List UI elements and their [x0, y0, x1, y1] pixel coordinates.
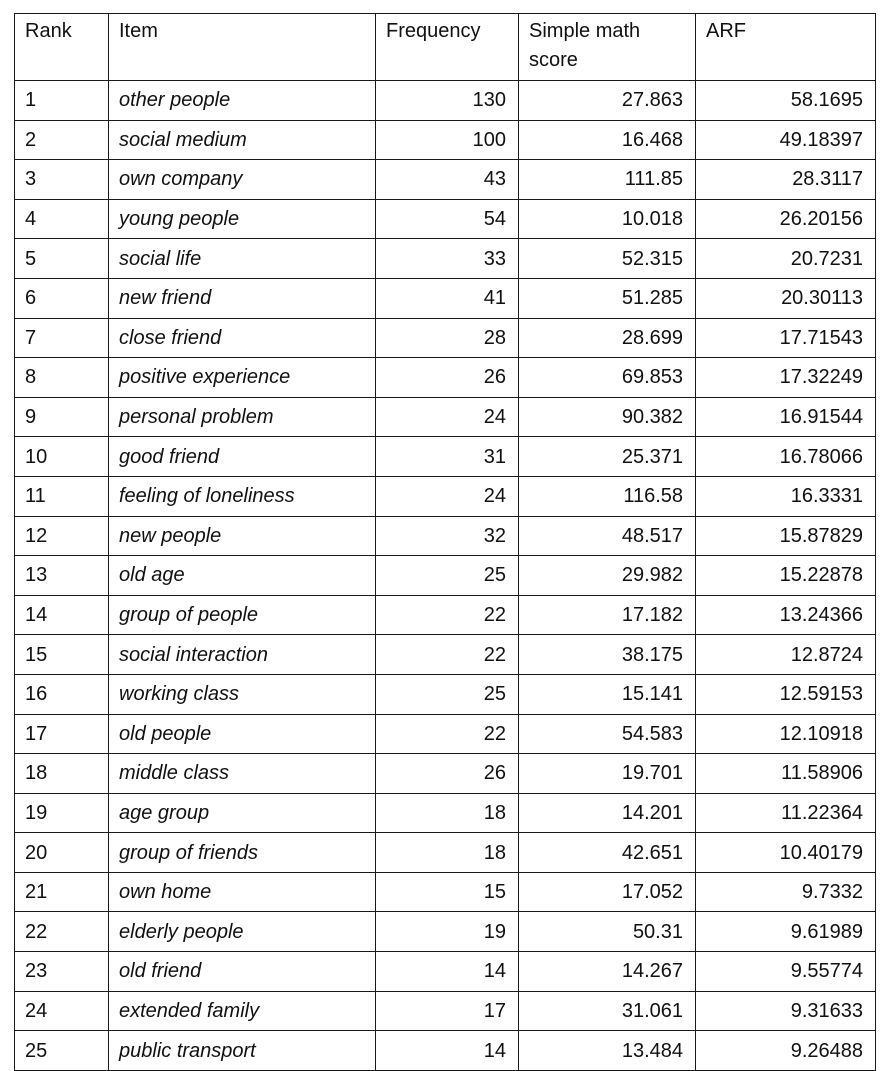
- cell-frequency: 41: [376, 278, 519, 318]
- header-item: Item: [109, 14, 376, 81]
- table-row: [15, 278, 876, 318]
- cell-frequency: 130: [376, 81, 519, 121]
- cell-simple-math-score: 90.382: [519, 397, 696, 437]
- cell-arf: 11.22364: [696, 793, 876, 833]
- cell-item: age group: [109, 793, 376, 833]
- table-row: [15, 952, 876, 992]
- table-row: [15, 1031, 876, 1071]
- ranking-table: [14, 13, 876, 1071]
- cell-arf: 15.87829: [696, 516, 876, 556]
- table-row: [15, 635, 876, 675]
- cell-rank: 16: [15, 674, 109, 714]
- cell-item: social interaction: [109, 635, 376, 675]
- cell-simple-math-score: 19.701: [519, 754, 696, 794]
- cell-rank: 15: [15, 635, 109, 675]
- table-row: [15, 199, 876, 239]
- cell-arf: 12.10918: [696, 714, 876, 754]
- table-row: [15, 595, 876, 635]
- cell-arf: 11.58906: [696, 754, 876, 794]
- cell-frequency: 26: [376, 754, 519, 794]
- cell-simple-math-score: 50.31: [519, 912, 696, 952]
- cell-rank: 18: [15, 754, 109, 794]
- table-row: [15, 476, 876, 516]
- cell-frequency: 17: [376, 991, 519, 1031]
- cell-rank: 17: [15, 714, 109, 754]
- table-row: [15, 318, 876, 358]
- table-body: [15, 81, 876, 1071]
- cell-arf: 12.59153: [696, 674, 876, 714]
- cell-frequency: 43: [376, 160, 519, 200]
- cell-rank: 14: [15, 595, 109, 635]
- cell-arf: 16.78066: [696, 437, 876, 477]
- cell-rank: 8: [15, 358, 109, 398]
- cell-frequency: 18: [376, 833, 519, 873]
- cell-frequency: 54: [376, 199, 519, 239]
- cell-item: social life: [109, 239, 376, 279]
- cell-arf: 16.3331: [696, 476, 876, 516]
- cell-rank: 25: [15, 1031, 109, 1071]
- cell-simple-math-score: 28.699: [519, 318, 696, 358]
- cell-arf: 9.31633: [696, 991, 876, 1031]
- header-arf: ARF: [696, 14, 876, 81]
- cell-item: young people: [109, 199, 376, 239]
- cell-arf: 12.8724: [696, 635, 876, 675]
- cell-rank: 4: [15, 199, 109, 239]
- cell-arf: 16.91544: [696, 397, 876, 437]
- cell-item: elderly people: [109, 912, 376, 952]
- cell-simple-math-score: 111.85: [519, 160, 696, 200]
- table-row: [15, 714, 876, 754]
- cell-item: social medium: [109, 120, 376, 160]
- cell-item: group of friends: [109, 833, 376, 873]
- cell-frequency: 22: [376, 714, 519, 754]
- cell-frequency: 31: [376, 437, 519, 477]
- cell-item: group of people: [109, 595, 376, 635]
- cell-rank: 1: [15, 81, 109, 121]
- cell-rank: 9: [15, 397, 109, 437]
- cell-simple-math-score: 16.468: [519, 120, 696, 160]
- cell-rank: 24: [15, 991, 109, 1031]
- table-row: [15, 358, 876, 398]
- cell-simple-math-score: 116.58: [519, 476, 696, 516]
- cell-item: own company: [109, 160, 376, 200]
- cell-rank: 3: [15, 160, 109, 200]
- cell-rank: 5: [15, 239, 109, 279]
- table-row: [15, 160, 876, 200]
- cell-rank: 20: [15, 833, 109, 873]
- cell-item: close friend: [109, 318, 376, 358]
- cell-simple-math-score: 38.175: [519, 635, 696, 675]
- cell-item: old people: [109, 714, 376, 754]
- table-row: [15, 991, 876, 1031]
- cell-frequency: 32: [376, 516, 519, 556]
- cell-rank: 13: [15, 556, 109, 596]
- header-frequency: Frequency: [376, 14, 519, 81]
- cell-simple-math-score: 14.267: [519, 952, 696, 992]
- cell-item: feeling of loneliness: [109, 476, 376, 516]
- cell-item: good friend: [109, 437, 376, 477]
- cell-simple-math-score: 51.285: [519, 278, 696, 318]
- cell-simple-math-score: 29.982: [519, 556, 696, 596]
- cell-simple-math-score: 48.517: [519, 516, 696, 556]
- cell-item: other people: [109, 81, 376, 121]
- table-row: [15, 872, 876, 912]
- cell-arf: 9.26488: [696, 1031, 876, 1071]
- cell-frequency: 18: [376, 793, 519, 833]
- cell-frequency: 14: [376, 1031, 519, 1071]
- cell-rank: 10: [15, 437, 109, 477]
- table-row: [15, 674, 876, 714]
- cell-item: new people: [109, 516, 376, 556]
- cell-arf: 58.1695: [696, 81, 876, 121]
- cell-frequency: 26: [376, 358, 519, 398]
- table-row: [15, 239, 876, 279]
- cell-frequency: 14: [376, 952, 519, 992]
- table-row: [15, 81, 876, 121]
- cell-frequency: 19: [376, 912, 519, 952]
- cell-arf: 20.7231: [696, 239, 876, 279]
- cell-frequency: 25: [376, 556, 519, 596]
- cell-frequency: 100: [376, 120, 519, 160]
- table-row: [15, 556, 876, 596]
- table-header-row: [15, 14, 876, 81]
- cell-simple-math-score: 27.863: [519, 81, 696, 121]
- cell-rank: 6: [15, 278, 109, 318]
- cell-arf: 26.20156: [696, 199, 876, 239]
- cell-rank: 21: [15, 872, 109, 912]
- cell-frequency: 22: [376, 635, 519, 675]
- table-row: [15, 833, 876, 873]
- cell-simple-math-score: 52.315: [519, 239, 696, 279]
- cell-arf: 13.24366: [696, 595, 876, 635]
- cell-rank: 11: [15, 476, 109, 516]
- cell-simple-math-score: 25.371: [519, 437, 696, 477]
- cell-item: working class: [109, 674, 376, 714]
- cell-item: extended family: [109, 991, 376, 1031]
- header-simple-math-score: Simple math score: [519, 14, 696, 81]
- cell-rank: 22: [15, 912, 109, 952]
- cell-arf: 49.18397: [696, 120, 876, 160]
- cell-item: middle class: [109, 754, 376, 794]
- header-rank: Rank: [15, 14, 109, 81]
- cell-rank: 12: [15, 516, 109, 556]
- cell-arf: 9.55774: [696, 952, 876, 992]
- cell-frequency: 15: [376, 872, 519, 912]
- table-row: [15, 437, 876, 477]
- cell-frequency: 28: [376, 318, 519, 358]
- cell-frequency: 33: [376, 239, 519, 279]
- cell-item: public transport: [109, 1031, 376, 1071]
- cell-rank: 23: [15, 952, 109, 992]
- cell-item: personal problem: [109, 397, 376, 437]
- cell-arf: 28.3117: [696, 160, 876, 200]
- cell-arf: 15.22878: [696, 556, 876, 596]
- table-row: [15, 793, 876, 833]
- cell-arf: 20.30113: [696, 278, 876, 318]
- cell-simple-math-score: 15.141: [519, 674, 696, 714]
- cell-simple-math-score: 17.052: [519, 872, 696, 912]
- cell-arf: 9.61989: [696, 912, 876, 952]
- cell-simple-math-score: 69.853: [519, 358, 696, 398]
- cell-item: positive experience: [109, 358, 376, 398]
- cell-item: old friend: [109, 952, 376, 992]
- cell-frequency: 24: [376, 397, 519, 437]
- cell-simple-math-score: 31.061: [519, 991, 696, 1031]
- cell-arf: 17.32249: [696, 358, 876, 398]
- cell-rank: 7: [15, 318, 109, 358]
- table-row: [15, 754, 876, 794]
- cell-rank: 19: [15, 793, 109, 833]
- table-row: [15, 120, 876, 160]
- cell-arf: 10.40179: [696, 833, 876, 873]
- cell-arf: 17.71543: [696, 318, 876, 358]
- cell-item: old age: [109, 556, 376, 596]
- cell-simple-math-score: 54.583: [519, 714, 696, 754]
- cell-simple-math-score: 17.182: [519, 595, 696, 635]
- table-row: [15, 516, 876, 556]
- cell-item: new friend: [109, 278, 376, 318]
- cell-simple-math-score: 42.651: [519, 833, 696, 873]
- cell-rank: 2: [15, 120, 109, 160]
- cell-item: own home: [109, 872, 376, 912]
- cell-simple-math-score: 10.018: [519, 199, 696, 239]
- cell-simple-math-score: 14.201: [519, 793, 696, 833]
- cell-simple-math-score: 13.484: [519, 1031, 696, 1071]
- cell-frequency: 24: [376, 476, 519, 516]
- cell-arf: 9.7332: [696, 872, 876, 912]
- table-row: [15, 912, 876, 952]
- cell-frequency: 25: [376, 674, 519, 714]
- table-row: [15, 397, 876, 437]
- cell-frequency: 22: [376, 595, 519, 635]
